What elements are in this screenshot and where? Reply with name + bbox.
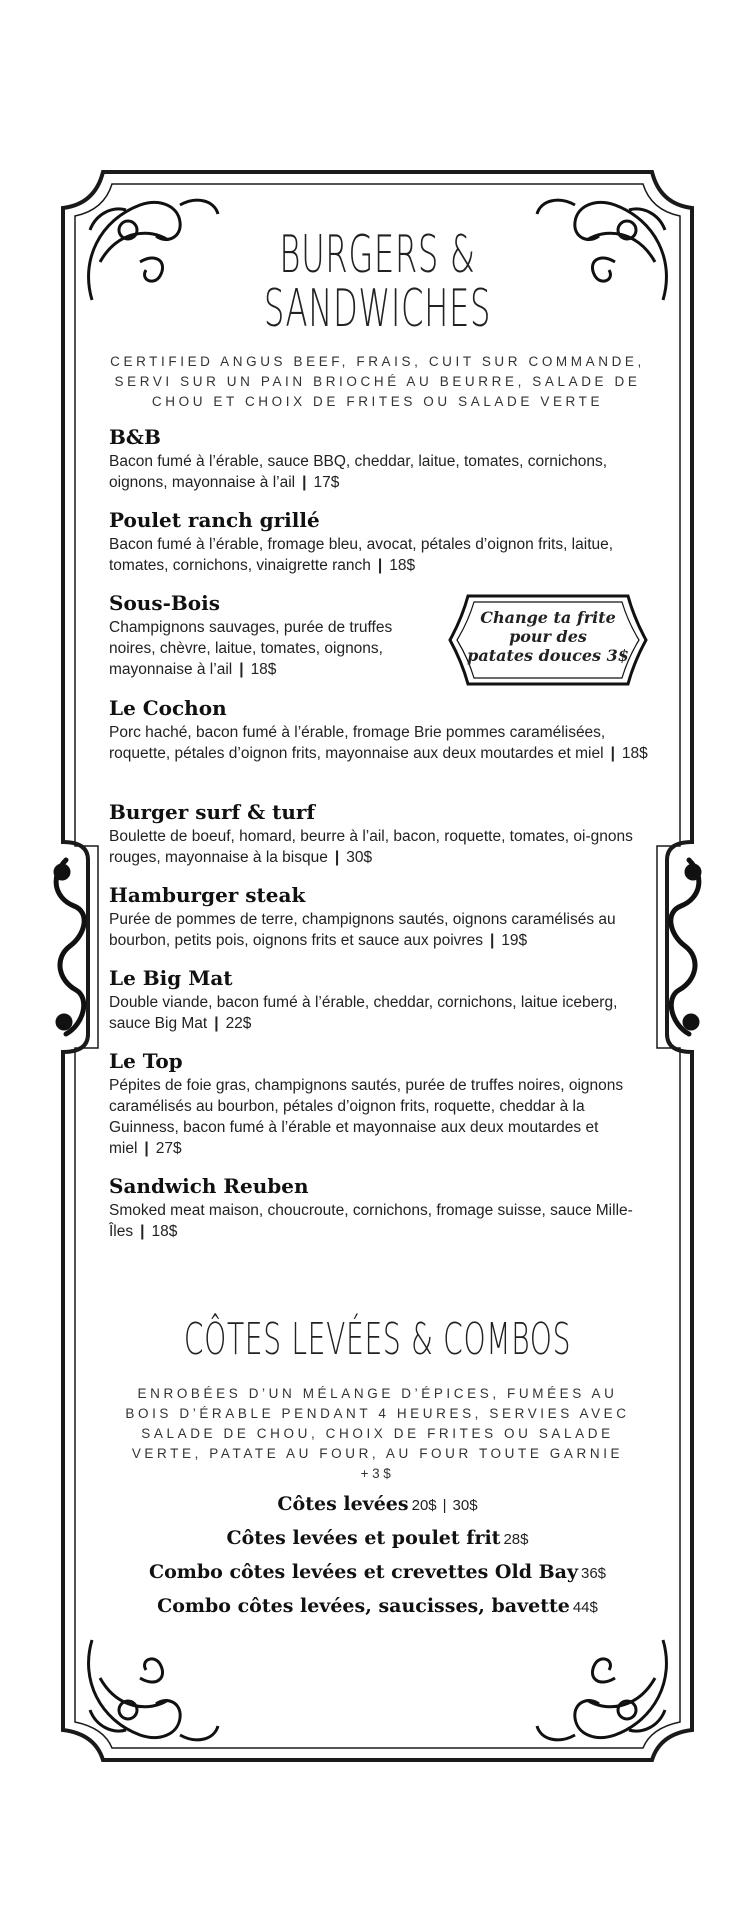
item-desc: Porc haché, bacon fumé à l’érable, fromage Brie pommes caramélisées, roquette, pétales d’oignon frits, mayonnaise aux deux moutardes et miel | 18$ (109, 724, 648, 762)
combo-price-separator: | (442, 1497, 447, 1514)
burgers-title-line-2: SANDWICHES (263, 279, 492, 339)
combo-price-2: 30$ (452, 1497, 478, 1514)
item-name: Burger surf & turf (109, 800, 316, 824)
item-price: 18$ (389, 557, 416, 574)
burgers-title-line-1: BURGERS & (279, 225, 476, 285)
item-desc: Bacon fumé à l’érable, fromage bleu, avocat, pétales d’oignon frits, laitue, tomates, cornichons, vinaigrette ranch | 18$ (109, 536, 614, 574)
menu-item-sous-bois (109, 590, 419, 680)
promo-line-3: patates douces 3$ (467, 646, 629, 665)
promo-text (448, 608, 648, 665)
combo-price: 28$ (503, 1531, 529, 1548)
menu-item-hamburger-steak (109, 882, 649, 951)
item-desc: Purée de pommes de terre, champignons sautés, oignons caramélisés au bourbon, petits pois, oignons frits et sauce aux poivres | 19$ (109, 911, 616, 949)
combo-item (80, 1556, 675, 1590)
menu-item-poulet-ranch (109, 507, 649, 576)
item-name: Poulet ranch grillé (109, 508, 320, 532)
combo-item (80, 1522, 675, 1556)
item-price: 30$ (346, 849, 373, 866)
item-price: 18$ (621, 745, 648, 762)
combo-name: Côtes levées et poulet frit (226, 1527, 501, 1549)
item-name: Hamburger steak (109, 883, 306, 907)
promo-line-1: Change ta frite (480, 608, 616, 627)
promo-badge (448, 588, 648, 692)
combo-price: 20$ (411, 1497, 437, 1514)
burgers-tagline: CERTIFIED ANGUS BEEF, FRAIS, CUIT SUR COMMANDE, SERVI SUR UN PAIN BRIOCHÉ AU BEURRE, SALADE DE CHOU ET CHOIX DE FRITES OU SALADE VERTE (110, 354, 645, 409)
combo-price: 44$ (572, 1599, 598, 1616)
item-desc: Double viande, bacon fumé à l’érable, cheddar, cornichons, laitue iceberg, sauce Big Mat | 22$ (109, 994, 618, 1032)
item-name: B&B (109, 425, 161, 449)
burgers-title (143, 225, 611, 339)
combo-list (80, 1488, 675, 1624)
item-desc: Boulette de boeuf, homard, beurre à l’ail, bacon, roquette, tomates, oi-gnons rouges, mayonnaise à la bisque | 30$ (109, 828, 633, 866)
item-price: 19$ (501, 932, 528, 949)
item-name: Le Big Mat (109, 966, 233, 990)
item-name: Sandwich Reuben (109, 1174, 309, 1198)
combo-name: Combo côtes levées et crevettes Old Bay (148, 1561, 578, 1583)
menu-item-big-mat (109, 965, 649, 1034)
item-price: 17$ (313, 474, 340, 491)
item-desc: Champignons sauvages, purée de truffes noires, chèvre, laitue, tomates, oignons, mayonnaise à l’ail | 18$ (109, 619, 393, 678)
combo-price: 36$ (581, 1565, 607, 1582)
item-desc: Pépites de foie gras, champignons sautés, purée de truffes noires, oignons caramélisés au bourbon, pétales d’oignon frits, roquette, cheddar à la Guinness, bacon fumé à l’érable et mayonnaise aux deux moutardes et miel | 27$ (109, 1077, 624, 1157)
menu-item-bb (109, 424, 649, 493)
item-desc: Bacon fumé à l’érable, sauce BBQ, cheddar, laitue, tomates, cornichons, oignons, mayonnaise à l’ail | 17$ (109, 453, 607, 491)
combo-item (80, 1488, 675, 1522)
combo-name: Combo côtes levées, saucisses, bavette (157, 1595, 570, 1617)
menu-item-le-cochon (109, 695, 649, 764)
menu-item-surf-turf (109, 799, 649, 868)
cotes-tagline: ENROBÉES D’UN MÉLANGE D’ÉPICES, FUMÉES AU BOIS D’ÉRABLE PENDANT 4 HEURES, SERVIES AVEC SALADE DE CHOU, CHOIX DE FRITES OU SALADE VERTE, PATATE AU FOUR, AU FOUR TOUTE GARNIE +3$ (125, 1386, 630, 1481)
item-name: Le Top (109, 1049, 183, 1073)
combo-item (80, 1590, 675, 1624)
menu-item-reuben (109, 1173, 649, 1242)
item-name: Sous-Bois (109, 591, 220, 615)
combo-name: Côtes levées (277, 1493, 409, 1515)
item-price: 18$ (250, 661, 277, 678)
promo-line-2: pour des (509, 627, 587, 646)
item-price: 22$ (225, 1015, 252, 1032)
item-price: 27$ (155, 1140, 182, 1157)
menu-item-le-top (109, 1048, 649, 1159)
cotes-title: CÔTES LEVÉES & COMBOS (183, 1314, 572, 1365)
item-price: 18$ (151, 1223, 178, 1240)
item-name: Le Cochon (109, 696, 227, 720)
item-desc: Smoked meat maison, choucroute, cornichons, fromage suisse, sauce Mille-Îles | 18$ (109, 1202, 633, 1240)
